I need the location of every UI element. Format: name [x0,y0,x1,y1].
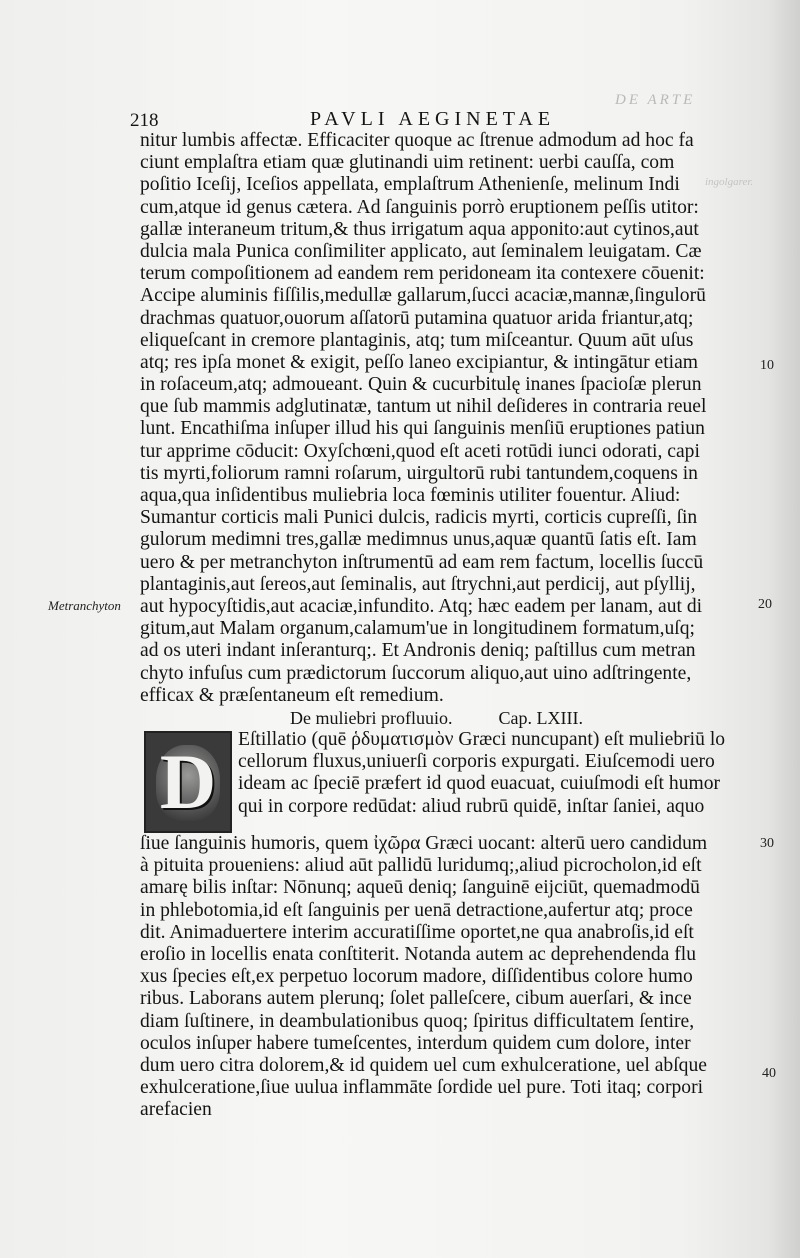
text-line: atq; res ipſa monet & exigit, peſſo laneo excipiantur, & intingātur etiam [140,351,699,373]
text-line: amarę bilis inſtar: Nōnunq; aqueū deniq; ſanguinē eijciūt, quemadmodū [140,877,700,899]
text-line: xus ſpecies eſt,ex perpetuo locorum madore, diſſidentibus colore humo [140,966,693,988]
text-line: à pituita proueniens: aliud aūt pallidū luridumq;,aliud picrocholon,id eſt [140,855,702,877]
text-line: que ſub mammis adglutinatæ, tantum ut nihil deſideres in contraria reuel [140,396,707,418]
text-line: Eſtillatio (quē ῥδυματισμὸν Græci nuncupant) eſt muliebriū lo [238,729,726,751]
text-line: cellorum fluxus,uniuerſi corporis expurgati. Eiuſcemodi uero [238,751,715,773]
chapter-caption [140,707,750,729]
faint-margin-note: ingolgarer. [705,176,754,188]
text-line: aqua,qua inſidentibus muliebria loca fœminis utiliter fouentur. Aliud: [140,485,681,506]
bleed-through-text: DE ARTE [615,92,696,108]
margin-note-metranchyton: Metranchyton [48,598,121,613]
text-line: qui in corpore redūdat: aliud rubrū quidē, inſtar ſaniei, aquo [238,795,705,817]
text-line: Accipe aluminis fiſſilis,medullæ gallarum,ſucci acaciæ,mannæ,ſingulorū [140,285,706,307]
text-line: chyto infuſus cum prædictorum ſuccorum aliquo,aut uino adſtringente, [140,662,692,684]
drop-cap-paragraph [140,729,750,833]
text-block-2 [140,833,750,1121]
drop-cap-letter: D [159,737,217,825]
text-line: dum uero citra dolorem,& id quidem uel cum exhulceratione, uel abſque [140,1054,707,1076]
text-line: ribus. Laborans autem plerunq; ſolet palleſcere, cibum auerſari, & ince [140,988,692,1010]
text-line: lunt. Encathiſma inſuper illud his qui ſanguinis menſiū eruptiones patiun [140,418,705,440]
text-line: in roſaceum,atq; admoueant. Quin & cucurbitulę inanes ſpacioſæ plerun [140,374,702,396]
text-line: exhulceratione,ſiue uulua inflammāte ſordide uel pure. Toti itaq; corpori [140,1077,704,1099]
text-line: gitum,aut Malam organum,calamum'ue in longitudinem formatum,uſq; [140,618,695,640]
text-line: gallæ interaneum tritum,& thus irrigatum aqua apponito:aut cytinos,aut [140,218,699,240]
text-line: oculos inſuper habere tumeſcentes, interdum quidem cum dolore, inter [140,1032,691,1054]
line-number-20: 20 [758,597,772,612]
text-line: cum,atque id genus cætera. Ad ſanguinis porrò eruptionem peſſis utitor: [140,196,699,218]
text-line: tis myrti,foliorum ramni roſarum, uirgultorū rubi tantundem,coquens in [140,462,698,484]
line-number-40: 40 [762,1066,776,1081]
chapter-number: Cap. LXIII. [498,707,583,728]
text-line: ciunt emplaſtra etiam quæ glutinandi uim retinent: uerbi cauſſa, com [140,152,675,174]
text-line: dulcia mala Punica conſimiliter applicato, aut ſeminalem leuigatam. Cæ [140,240,702,262]
text-line: nitur lumbis affectæ. Efficaciter quoque ac ſtrenue admodum ad hoc fa [140,130,694,151]
text-line: terum compoſitionem ad eandem rem peridoneam ita contexere cōuenit: [140,263,705,285]
text-line: poſitio Iceſij, Iceſios appellata, emplaſtrum Athenienſe, melinum Indi [140,174,680,196]
chapter-title: De muliebri profluuio. [290,707,453,728]
text-line: Sumantur corticis mali Punici dulcis, radicis myrti, corticis cupreſſi, ſin [140,507,698,529]
running-title: PAVLI AEGINETAE [310,108,556,130]
text-line: ſiue ſanguinis humoris, quem ἰχῶρα Græci uocant: alterū uero candidum [140,833,708,855]
page-header [130,104,730,132]
text-line: arefacien [140,1099,212,1121]
text-line: tur apprime cōducit: Oxyſchœni,quod eſt aceti rotūdi iunci odorati, capi [140,440,700,462]
line-number-10: 10 [760,358,774,373]
text-line: gulorum medimni tres,gallæ medimnus unus,aquæ quantū ſatis eſt. Iam [140,529,697,551]
text-line: ad os uteri indant inſeranturq;. Et Andronis deniq; paſtillus cum metran [140,640,696,662]
text-line: drachmas quatuor,ouorum aſſatorū putamina quatuor arida friantur,atq; [140,307,694,329]
text-line: uero & per metranchyton inſtrumentū ad eam rem factum, locellis ſuccū [140,551,704,573]
main-text [140,130,750,1122]
text-line: efficax & præſentaneum eſt remedium. [140,684,444,706]
text-line: in phlebotomia,id eſt ſanguinis per uenā detractione,aufertur atq; proce [140,899,693,921]
text-line: eliqueſcant in cremore plantaginis, atq; tum miſceantur. Quum aūt uſus [140,329,694,351]
line-number-30: 30 [760,836,774,851]
text-line: ideam ac ſpeciē præfert id quod euacuat, cuiuſmodi eſt humor [238,773,721,795]
text-line: diam ſuſtinere, in deambulationibus quoq; ſpiritus difficultatem ſentire, [140,1010,695,1032]
text-line: aut hypocyſtidis,aut acaciæ,infundito. Atq; hæc eadem per lanam, aut di [140,595,703,617]
text-line: eroſio in locellis enata conſtiterit. Notanda autem ac deprehendenda flu [140,944,697,965]
page-number: 218 [130,110,159,131]
text-line: plantaginis,aut ſereos,aut ſeminalis, aut ſtrychni,aut perdicij, aut pſyllij, [140,573,696,595]
text-line: dit. Animaduertere interim accuratiſſime oportet,ne qua anabroſis,id eſt [140,921,694,943]
text-block-1 [140,130,750,707]
drop-cap-initial [144,731,232,833]
